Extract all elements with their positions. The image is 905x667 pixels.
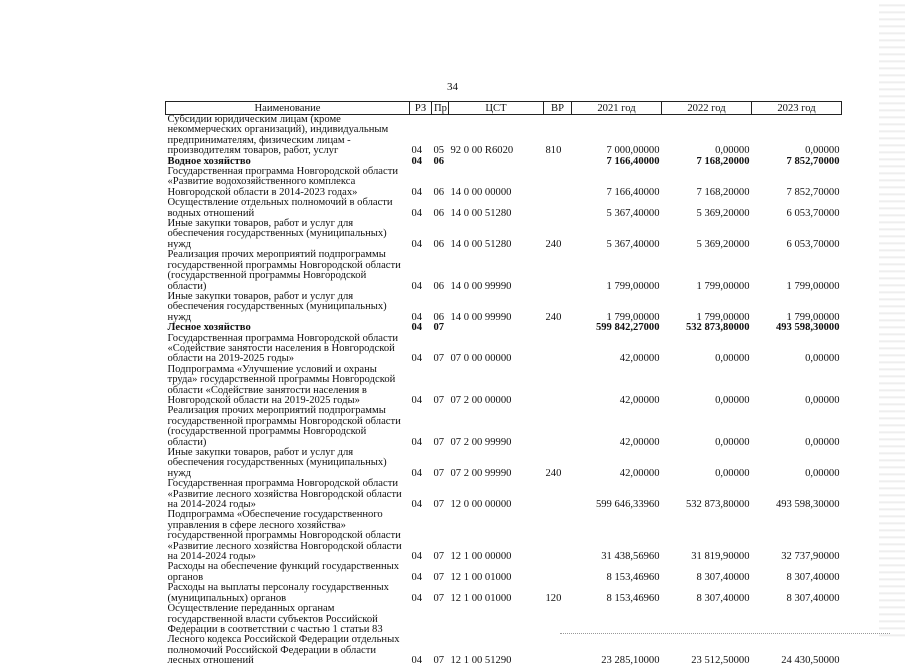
cell-cst: 14 0 00 99990 [450, 280, 512, 292]
header-cst: ЦСТ [449, 102, 544, 115]
cell-rz: 04 [411, 186, 423, 198]
cell-vr [544, 365, 572, 407]
cell-2023: 0,00000 [805, 353, 840, 365]
cell-2023: 24 430,50000 [781, 655, 840, 667]
cell-vr [544, 562, 572, 583]
cell-rz: 04 [411, 436, 423, 448]
cell-2021: 42,00000 [619, 467, 660, 479]
cell-vr [544, 406, 572, 448]
cell-pr: 07 [433, 499, 445, 511]
cell-name: Расходы на обеспечение функций государственных органов [167, 561, 400, 583]
cell-vr [544, 334, 572, 365]
cell-2022: 532 873,80000 [685, 499, 750, 511]
cell-2023: 8 307,40000 [786, 592, 840, 604]
cell-pr: 06 [433, 238, 445, 250]
cell-cst [449, 323, 544, 333]
cell-rz: 04 [411, 592, 423, 604]
table-row [166, 250, 842, 292]
cell-pr: 07 [433, 551, 445, 563]
cell-rz: 04 [411, 311, 423, 323]
cell-vr: 240 [545, 311, 562, 323]
table-row [166, 562, 842, 583]
header-year-2023: 2023 год [752, 102, 842, 115]
cell-2021: 1 799,00000 [606, 311, 660, 323]
cell-2023: 7 852,70000 [786, 156, 840, 167]
cell-2023: 0,00000 [805, 436, 840, 448]
cell-cst: 07 2 00 99990 [450, 436, 512, 448]
cell-2021: 599 842,27000 [595, 323, 660, 334]
table-row [166, 448, 842, 479]
header-pr: Пр [432, 102, 449, 115]
cell-name: Иные закупки товаров, работ и услуг для обеспечения государственных (муниципальных) нужд [167, 218, 387, 250]
cell-2022: 31 819,90000 [691, 551, 750, 563]
cell-vr: 810 [545, 145, 562, 157]
cell-2022: 0,00000 [715, 394, 750, 406]
cell-vr: 120 [545, 592, 562, 604]
cell-cst: 07 0 00 00000 [450, 353, 512, 365]
table-row [166, 115, 842, 157]
cell-2022: 8 307,40000 [696, 571, 750, 583]
cell-cst: 92 0 00 R6020 [450, 145, 514, 157]
cell-cst: 14 0 00 00000 [450, 186, 512, 198]
cell-vr [544, 604, 572, 666]
cell-vr [544, 157, 572, 167]
table-row [166, 198, 842, 219]
cell-vr [544, 323, 572, 333]
cell-2021: 23 285,10000 [601, 655, 660, 667]
table-header-row [166, 102, 842, 115]
header-year-2022: 2022 год [662, 102, 752, 115]
cell-rz: 04 [411, 207, 423, 219]
cell-vr [544, 198, 572, 219]
cell-name: Расходы на выплаты персоналу государственных (муниципальных) органов [167, 582, 389, 604]
cell-2022: 1 799,00000 [696, 311, 750, 323]
cell-2023: 0,00000 [805, 145, 840, 157]
cell-vr [544, 250, 572, 292]
cell-rz: 04 [411, 499, 423, 511]
cell-2023: 493 598,30000 [775, 499, 840, 511]
scan-edge-bottom [560, 633, 890, 635]
cell-cst [449, 157, 544, 167]
cell-2022: 1 799,00000 [696, 280, 750, 292]
cell-rz: 04 [411, 353, 423, 365]
cell-vr: 240 [545, 467, 562, 479]
table-row [166, 219, 842, 250]
table-row [166, 167, 842, 198]
table-row [166, 406, 842, 448]
cell-2021: 7 000,00000 [606, 145, 660, 157]
cell-rz: 04 [411, 394, 423, 406]
table-row [166, 583, 842, 604]
cell-cst: 12 0 00 00000 [450, 499, 512, 511]
cell-2021: 7 166,40000 [606, 186, 660, 198]
cell-rz: 04 [411, 571, 423, 583]
header-rz: РЗ [410, 102, 432, 115]
cell-2022: 0,00000 [715, 353, 750, 365]
cell-2023: 1 799,00000 [786, 311, 840, 323]
cell-rz: 04 [411, 467, 423, 479]
cell-2021: 31 438,56960 [601, 551, 660, 563]
cell-2021: 42,00000 [619, 436, 660, 448]
table-row [166, 510, 842, 562]
cell-pr: 06 [433, 207, 445, 219]
cell-cst: 12 1 00 01000 [450, 571, 512, 583]
cell-pr: 06 [433, 186, 445, 198]
cell-pr: 07 [433, 353, 445, 365]
cell-2023: 32 737,90000 [781, 551, 840, 563]
cell-2022: 532 873,80000 [685, 323, 750, 334]
cell-pr: 07 [433, 592, 445, 604]
cell-rz: 04 [411, 323, 423, 334]
table-row [166, 604, 842, 666]
cell-cst: 07 2 00 00000 [450, 394, 512, 406]
header-year-2021: 2021 год [572, 102, 662, 115]
cell-2022: 0,00000 [715, 436, 750, 448]
cell-2023: 7 852,70000 [786, 186, 840, 198]
cell-name: Реализация прочих мероприятий подпрограммы государственной программы Новгородской области (государственной программы Новгородской области) [167, 249, 401, 292]
cell-2023: 6 053,70000 [786, 238, 840, 250]
cell-2022: 7 168,20000 [696, 156, 750, 167]
cell-vr [544, 510, 572, 562]
cell-cst: 12 1 00 00000 [450, 551, 512, 563]
cell-2021: 599 646,33960 [595, 499, 660, 511]
cell-2021: 7 166,40000 [606, 156, 660, 167]
cell-2021: 8 153,46960 [606, 571, 660, 583]
cell-pr: 07 [433, 323, 445, 334]
cell-vr [544, 167, 572, 198]
cell-2023: 6 053,70000 [786, 207, 840, 219]
cell-2022: 0,00000 [715, 145, 750, 157]
cell-cst: 14 0 00 51280 [450, 238, 512, 250]
table-row [166, 292, 842, 323]
cell-name: Подпрограмма «Обеспечение государственного управления в сфере лесного хозяйства» государственной программы Новгородской области «Развитие лесного хозяйства Новгородской области на 2014-2024 годы» [167, 509, 402, 563]
cell-pr: 07 [433, 655, 445, 667]
cell-2021: 42,00000 [619, 353, 660, 365]
table-row [166, 334, 842, 365]
cell-name: Водное хозяйство [167, 155, 251, 167]
cell-2021: 8 153,46960 [606, 592, 660, 604]
cell-pr: 06 [433, 280, 445, 292]
cell-2022: 5 369,20000 [696, 207, 750, 219]
cell-2022: 7 168,20000 [696, 186, 750, 198]
cell-name: Реализация прочих мероприятий подпрограммы государственной программы Новгородской области (государственной программы Новгородской области) [167, 405, 401, 448]
cell-pr: 06 [433, 311, 445, 323]
table-row [166, 479, 842, 510]
scan-edge-right [879, 0, 905, 640]
page-number: 34 [447, 81, 458, 93]
cell-pr: 07 [433, 571, 445, 583]
header-name: Наименование [166, 102, 410, 115]
cell-2022: 23 512,50000 [691, 655, 750, 667]
cell-2021: 5 367,40000 [606, 207, 660, 219]
cell-pr: 05 [433, 145, 445, 157]
cell-name: Государственная программа Новгородской области «Содействие занятости населения в Новгородской области на 2019-2025 годы» [167, 332, 399, 365]
cell-cst: 12 1 00 01000 [450, 592, 512, 604]
cell-vr [544, 479, 572, 510]
cell-cst: 07 2 00 99990 [450, 467, 512, 479]
cell-rz: 04 [411, 655, 423, 667]
cell-name: Подпрограмма «Улучшение условий и охраны труда» государственной программы Новгородской области «Содействие занятости населения в Новгородской области на 2019-2025 годы» [167, 363, 396, 406]
cell-2023: 0,00000 [805, 394, 840, 406]
cell-name: Субсидии юридическим лицам (кроме некоммерческих организаций), индивидуальным предпринимателям, физическим лицам - производителям товаров, работ, услуг [167, 114, 389, 157]
cell-pr: 07 [433, 436, 445, 448]
cell-name: Осуществление отдельных полномочий в области водных отношений [167, 197, 393, 219]
cell-vr: 240 [545, 238, 562, 250]
cell-name: Лесное хозяйство [167, 322, 251, 334]
cell-name: Иные закупки товаров, работ и услуг для обеспечения государственных (муниципальных) нужд [167, 290, 387, 323]
cell-pr: 07 [433, 394, 445, 406]
cell-rz: 04 [411, 156, 423, 167]
table-row [166, 365, 842, 407]
header-vr: ВР [544, 102, 572, 115]
cell-2021: 1 799,00000 [606, 280, 660, 292]
cell-2023: 0,00000 [805, 467, 840, 479]
cell-cst: 12 1 00 51290 [450, 655, 512, 667]
budget-table [165, 101, 842, 667]
table-body [166, 115, 842, 667]
cell-2023: 1 799,00000 [786, 280, 840, 292]
cell-cst: 14 0 00 51280 [450, 207, 512, 219]
cell-pr: 07 [433, 467, 445, 479]
cell-name: Государственная программа Новгородской области «Развитие водохозяйственного комплекса Новгородской области в 2014-2023 годах» [167, 166, 399, 198]
cell-2022: 5 369,20000 [696, 238, 750, 250]
cell-2023: 8 307,40000 [786, 571, 840, 583]
table-row [166, 323, 842, 333]
cell-name: Государственная программа Новгородской области «Развитие лесного хозяйства Новгородской области на 2014-2024 годы» [167, 478, 402, 511]
cell-cst: 14 0 00 99990 [450, 311, 512, 323]
cell-2023: 493 598,30000 [775, 323, 840, 334]
cell-2021: 42,00000 [619, 394, 660, 406]
cell-pr: 06 [433, 156, 445, 167]
cell-rz: 04 [411, 280, 423, 292]
cell-name: Иные закупки товаров, работ и услуг для обеспечения государственных (муниципальных) нужд [167, 447, 387, 479]
cell-rz: 04 [411, 551, 423, 563]
cell-2022: 8 307,40000 [696, 592, 750, 604]
cell-2022: 0,00000 [715, 467, 750, 479]
cell-name: Осуществление переданных органам государственной власти субъектов Российской Федерации в соответствии с частью 1 статьи 83 Лесного кодекса Российской Федерации отдельных полномочий Российской Федерации в области лесных отношений [167, 603, 400, 667]
cell-rz: 04 [411, 238, 423, 250]
cell-2021: 5 367,40000 [606, 238, 660, 250]
cell-rz: 04 [411, 145, 423, 157]
